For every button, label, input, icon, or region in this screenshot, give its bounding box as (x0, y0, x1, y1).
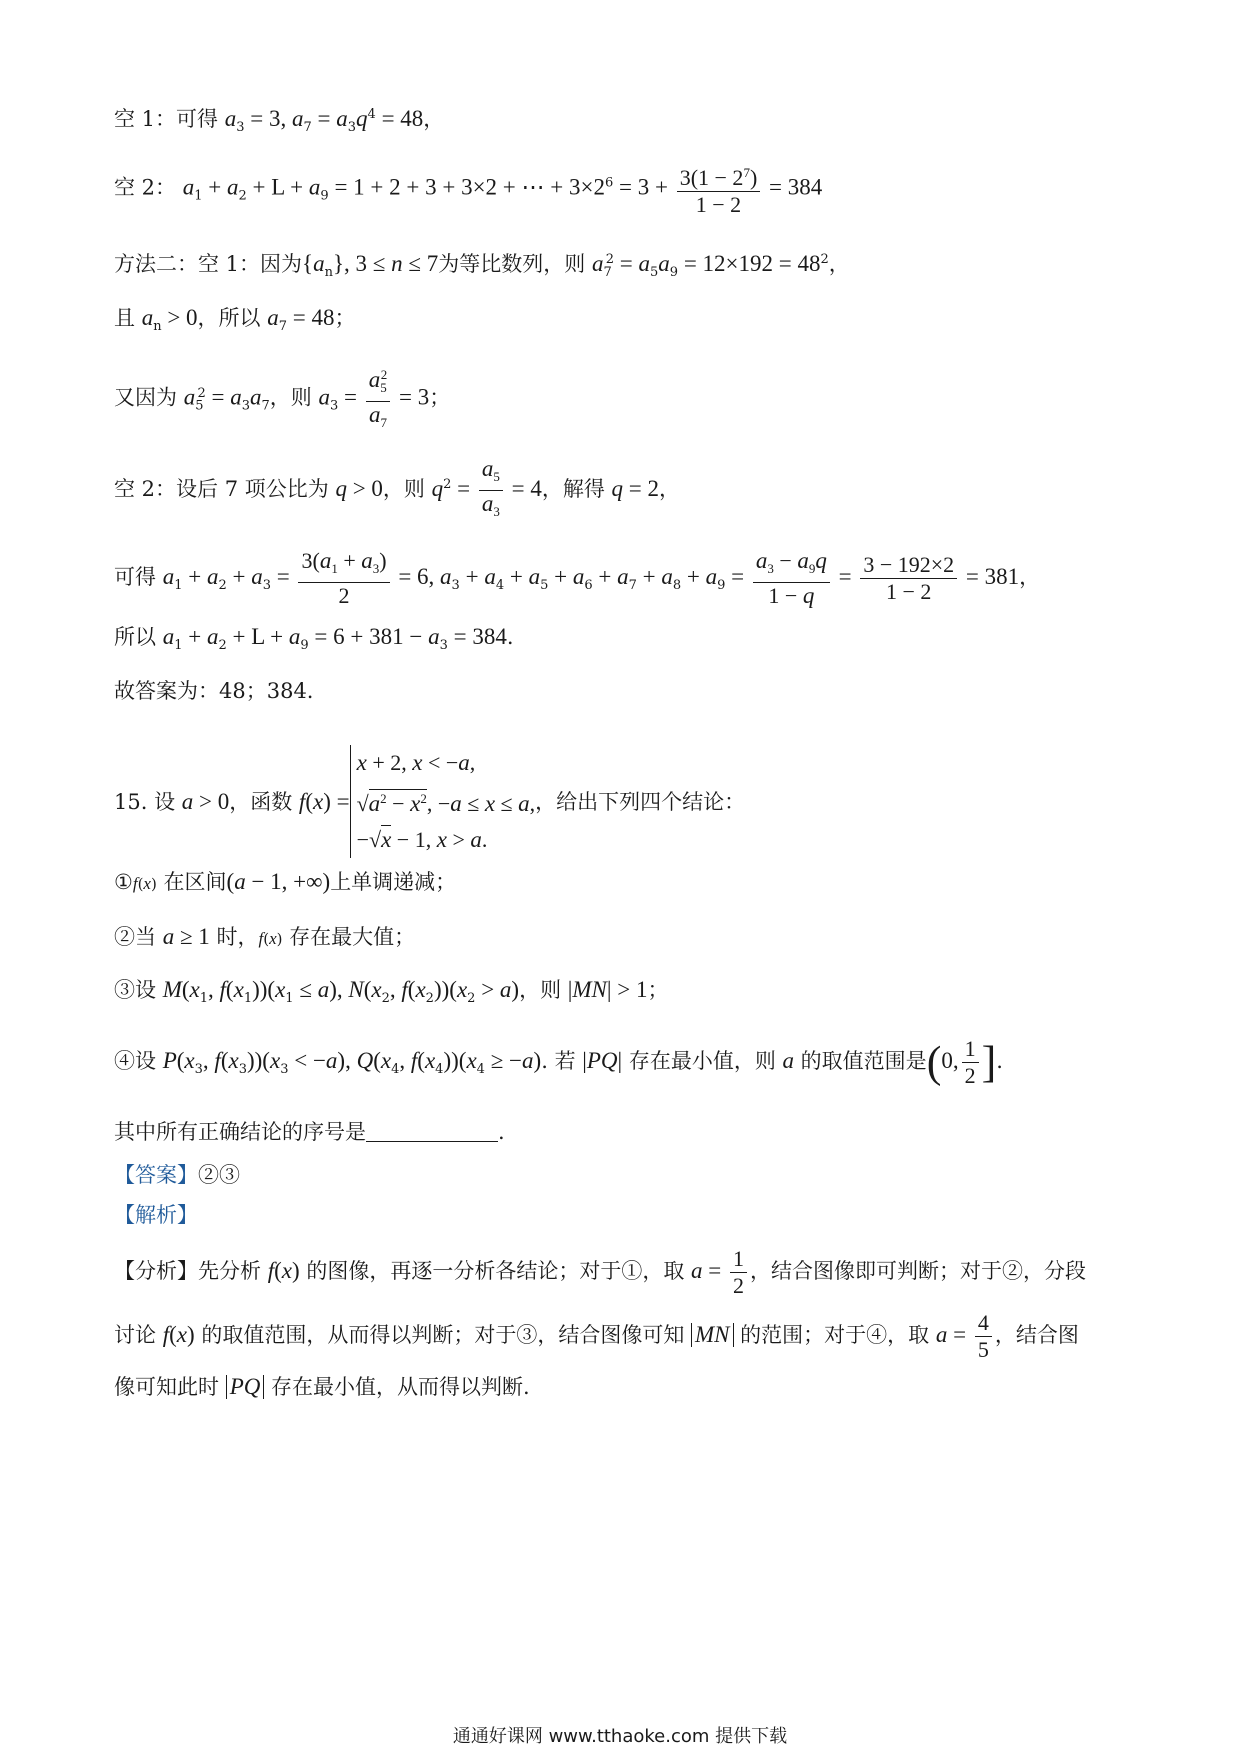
conclusion-1: ①f(x) 在区间(a − 1, +∞)上单调递减； (114, 869, 457, 894)
conclusion-2: ②当 a ≥ 1 时，f(x) 存在最大值； (114, 924, 416, 949)
analysis-line (114, 1200, 198, 1230)
question-15: 15. 设 a > 0，函数 f(x) = x + 2, x < −a, $√a^2 - x^2$, −a ≤ x ≤ a, −√x − 1, x > a. ，给出下列四个结论： (114, 745, 745, 858)
conclusion-3: ③设 $M(x_1$, $f(x_1))(x_1 \le a)$, $N(x_2$, $f(x_2))(x_2 > a)$，则 |MN| > 1； (114, 977, 669, 1006)
line-blank1: 空 1：可得 $a_3 = 3$, $a_7 = a_3q^4 = 48$， (114, 106, 445, 135)
line-ratio: 空 2：设后 7 项公比为 q > 0，则 $q^2$ = $\frac{a_5}{a_3}$ = 4，解得 q = 2， (114, 456, 680, 525)
fraction: $\frac{a_5^2}{a_7}$ (366, 362, 391, 436)
fraction: $\frac{3(a_1 + a_3)}{2}$ (298, 548, 389, 609)
page-footer: 通通好课网 www.tthaoke.com 提供下载 (452, 1726, 788, 1747)
analysis-tag: 【解析】 (114, 1203, 198, 1227)
fraction: $\frac{3 - 192\times 2}{1 - 2}$ (860, 552, 957, 605)
answer-value: ②③ (198, 1163, 240, 1187)
piecewise-function: x + 2, x < −a, $√a^2 - x^2$, −a ≤ x ≤ a, −√x − 1, x > a. (350, 745, 536, 858)
line-final-answer: 故答案为：48；384. (114, 679, 314, 703)
analysis-2: 讨论 f(x) 的取值范围，从而得以判断；对于③，结合图像可知 MN 的范围；对于④，取 a = $\frac{4}{5}$ ，结合图 (114, 1310, 1079, 1362)
answer-tag: 【答案】 (114, 1163, 198, 1187)
fraction: $\frac{4}{5}$ (975, 1310, 992, 1363)
line-total: 所以 $a_1 + a_2 + L + a_9 = 6 + 381 - a_3 = 384$. (114, 624, 514, 653)
line-sums: 可得 $a_1 + a_2 + a_3$ = $\frac{3(a_1 + a_3)}{2}$ = 6, $a_3 + a_4 + a_5 + a_6 + a_7 + a_8 + a_9$ = $\frac{a_3 - a_9q}{1 - q}$ = $\frac{3 - 192\times 2}{1 - 2}$ = 381， (114, 548, 1041, 608)
fraction: $\frac{1}{2}$ (730, 1246, 747, 1299)
fraction: $\frac{1}{2}$ (962, 1036, 979, 1089)
line-positive: 且 $a_n > 0$，所以 $a_7 = 48$； (114, 305, 356, 334)
analysis-3: 像可知此时 PQ 存在最小值，从而得以判断. (114, 1374, 530, 1399)
answer-line (114, 1160, 240, 1190)
analysis-1: 【分析】先分析 f(x) 的图像，再逐一分析各结论；对于①，取 a = $\frac{1}{2}$ ，结合图像即可判断；对于②，分段 (114, 1246, 1086, 1298)
blank-question-text: 其中所有正确结论的序号是 (114, 1120, 366, 1144)
line-method2: 方法二：空 1：因为$\{a_n\}$, 3 ≤ n ≤ 7为等比数列，则 $a_7^2 = a_5a_9 = 12\times 192 = 48^2$， (114, 251, 850, 280)
conclusion-4: ④设 $P(x_3$, $f(x_3))(x_3 < -a)$, $Q(x_4$, $f(x_4))(x_4 \ge -a)$. 若 |PQ| 存在最小值，则 a 的取值范围是(0, $\frac{1}{2}$ ]. (114, 1036, 1003, 1088)
line-a3: 又因为 $a_5^2 = a_3a_7$，则 $a_3$ = $\frac{a_5^2}{a_7}$ = 3； (114, 362, 450, 436)
fraction: $\frac{a_3 - a_9q}{1 - q}$ (753, 548, 830, 609)
fraction: $\frac{3(1 - 2^7)}{1 - 2}$ (677, 160, 761, 218)
answer-blank (366, 1121, 498, 1142)
fraction: $\frac{a_5}{a_3}$ (479, 456, 503, 525)
blank-question: 其中所有正确结论的序号是 . (114, 1120, 505, 1144)
line-blank2: 空 2： $a_1 + a_2 + L + a_9 = 1 + 2 + 3 + 3\times 2$ + ⋯ + $3\times 2^6 = 3$ + $\frac{3(1 - 2^7)}{1 - 2}$ = 384 (114, 160, 822, 218)
